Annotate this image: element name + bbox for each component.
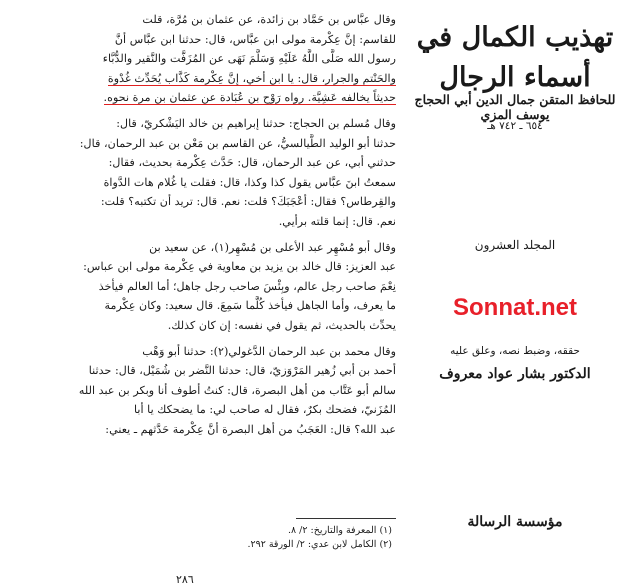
author-dates: ٦٥٤ ـ ٧٤٢ هـ [487, 120, 543, 132]
text-line: ما يعرف، وأما الجاهل فيأخذ كُلَّما سَمِعَ. قال سعيد: وكان عِكْرمة [104, 299, 396, 313]
footnotes [247, 524, 392, 552]
text-line: يحدِّث بالحديث، ثم يقول في نفسه: إن كان كذلك. [167, 318, 396, 332]
footnote-divider [296, 518, 396, 519]
text-line: أحمد بن أبي زُهير المَرْوَزيّ، قال: حدثنا النَّضر بن شُمَيْل، قال: حدثنا [88, 364, 396, 378]
text-line: حدثنا أبو الوليد الطَّيالسيُّ، عن القاسم بن مَعْن بن عبد الرحمان، قال: [79, 136, 396, 150]
editor-note: حققه، وضبط نصه، وعلق عليه [450, 345, 580, 357]
book-title: تهذيب الكمال في أسماء الرجال [416, 22, 614, 93]
text-line: وقال مُسلم بن الحجاج: حدثنا إبراهيم بن خالد اليَشْكريّ، قال: [116, 116, 396, 130]
text-line: نعم. قال: إنما قلته برأيي. [278, 214, 396, 228]
text-line: سالم أبو عَتَّاب من أهل البصرة، قال: كنتُ أطوف أنا وبكر بن عبد الله [78, 383, 396, 397]
paragraph-2 [8, 114, 396, 232]
volume-label: المجلد العشرون [474, 238, 556, 252]
text-line: للقاسم: إنَّ عِكْرمة مولى ابن عبَّاس، قال: حدثنا ابن عبَّاس أنَّ [114, 32, 396, 46]
text-line: عبد الله؟ قال: العَجَبُ من أهل البصرة أنَّ عِكْرمة حَدَّثهم ـ يعني: [105, 422, 396, 436]
paragraph-1 [8, 10, 396, 108]
publisher-name: مؤسسة الرسالة [467, 514, 563, 530]
highlighted-text: حديثاً يخالفه عَشِيَّة. رواه رَوْح بن عُبَادة عن عثمان بن مرة نحوه. [103, 91, 396, 105]
paragraph-4 [8, 342, 396, 440]
text-line: وقال أبو مُسْهِر عبد الأعلى بن مُسْهِر(١)، عن سعيد بن [149, 240, 396, 254]
title-column [405, 0, 625, 586]
text-line: سمعتُ ابنَ عبَّاس يقول كذا وكذا، قال: فقلت يا غُلام هات الدَّواة [103, 175, 396, 189]
text-line: والقِرطاس؟ فقال: أعْجَبَكَ؟ قلت: نعم. قال: تريد أن تكتبه؟ قلت: [100, 195, 396, 209]
paragraph-3 [8, 238, 396, 336]
footnote-2: (٢) الكامل لابن عدي: ٢/ الورقة ٢٩٢. [247, 539, 392, 550]
text-line: رسول الله صَلَّى اللَّهُ عَلَيْهِ وَسَلَّمَ نَهَى عن المُزَفَّت والنَّقير والدُّبَّاء [102, 52, 396, 66]
text-line: وقال محمد بن عبد الرحمان الدَّغولي(٢): حدثنا أبو وَهْب [142, 344, 396, 358]
footnote-1: (١) المعرفة والتاريخ: ٢/ ٨. [287, 525, 392, 536]
text-line: المُزَنيّ، فضحك بكرٌ، فقال له صاحب لي: ما يضحكك يا أبا [133, 403, 396, 417]
text-line: وقال عبَّاس بن حَمَّاد بن زائدة، عن عثمان بن مُرَّة، قلت [142, 13, 396, 26]
editor-name: الدكتور بشار عواد معروف [439, 366, 591, 382]
text-line [8, 88, 396, 108]
text-line: حدثني أبي، عن عبد الرحمان، قال: حَدَّث عِكْرمة بحديث، فقال: [108, 156, 396, 170]
author-line: للحافظ المتقن جمال الدين أبي الحجاج يوسف المزي [414, 92, 616, 122]
text-column [8, 10, 396, 586]
text-line: عبد العزيز: قال خالد بن يزيد بن معاوية في عِكْرمة مولى ابن عباس: [83, 260, 396, 274]
page-number: ٢٨٦ [176, 573, 194, 586]
watermark-link[interactable]: Sonnat.net [453, 294, 577, 321]
text-line [8, 69, 396, 89]
text-line: نِعْمَ صاحب رجل عالم، وبِئْسَ صاحب رجل جاهل؛ أما العالم فيأخذ [98, 279, 396, 293]
highlighted-text: والحَنْتم والجرار، قال: يا ابن أخي، إنَّ عِكْرمة كَذَّاب يُحَدِّث غُدْوة [107, 71, 396, 85]
